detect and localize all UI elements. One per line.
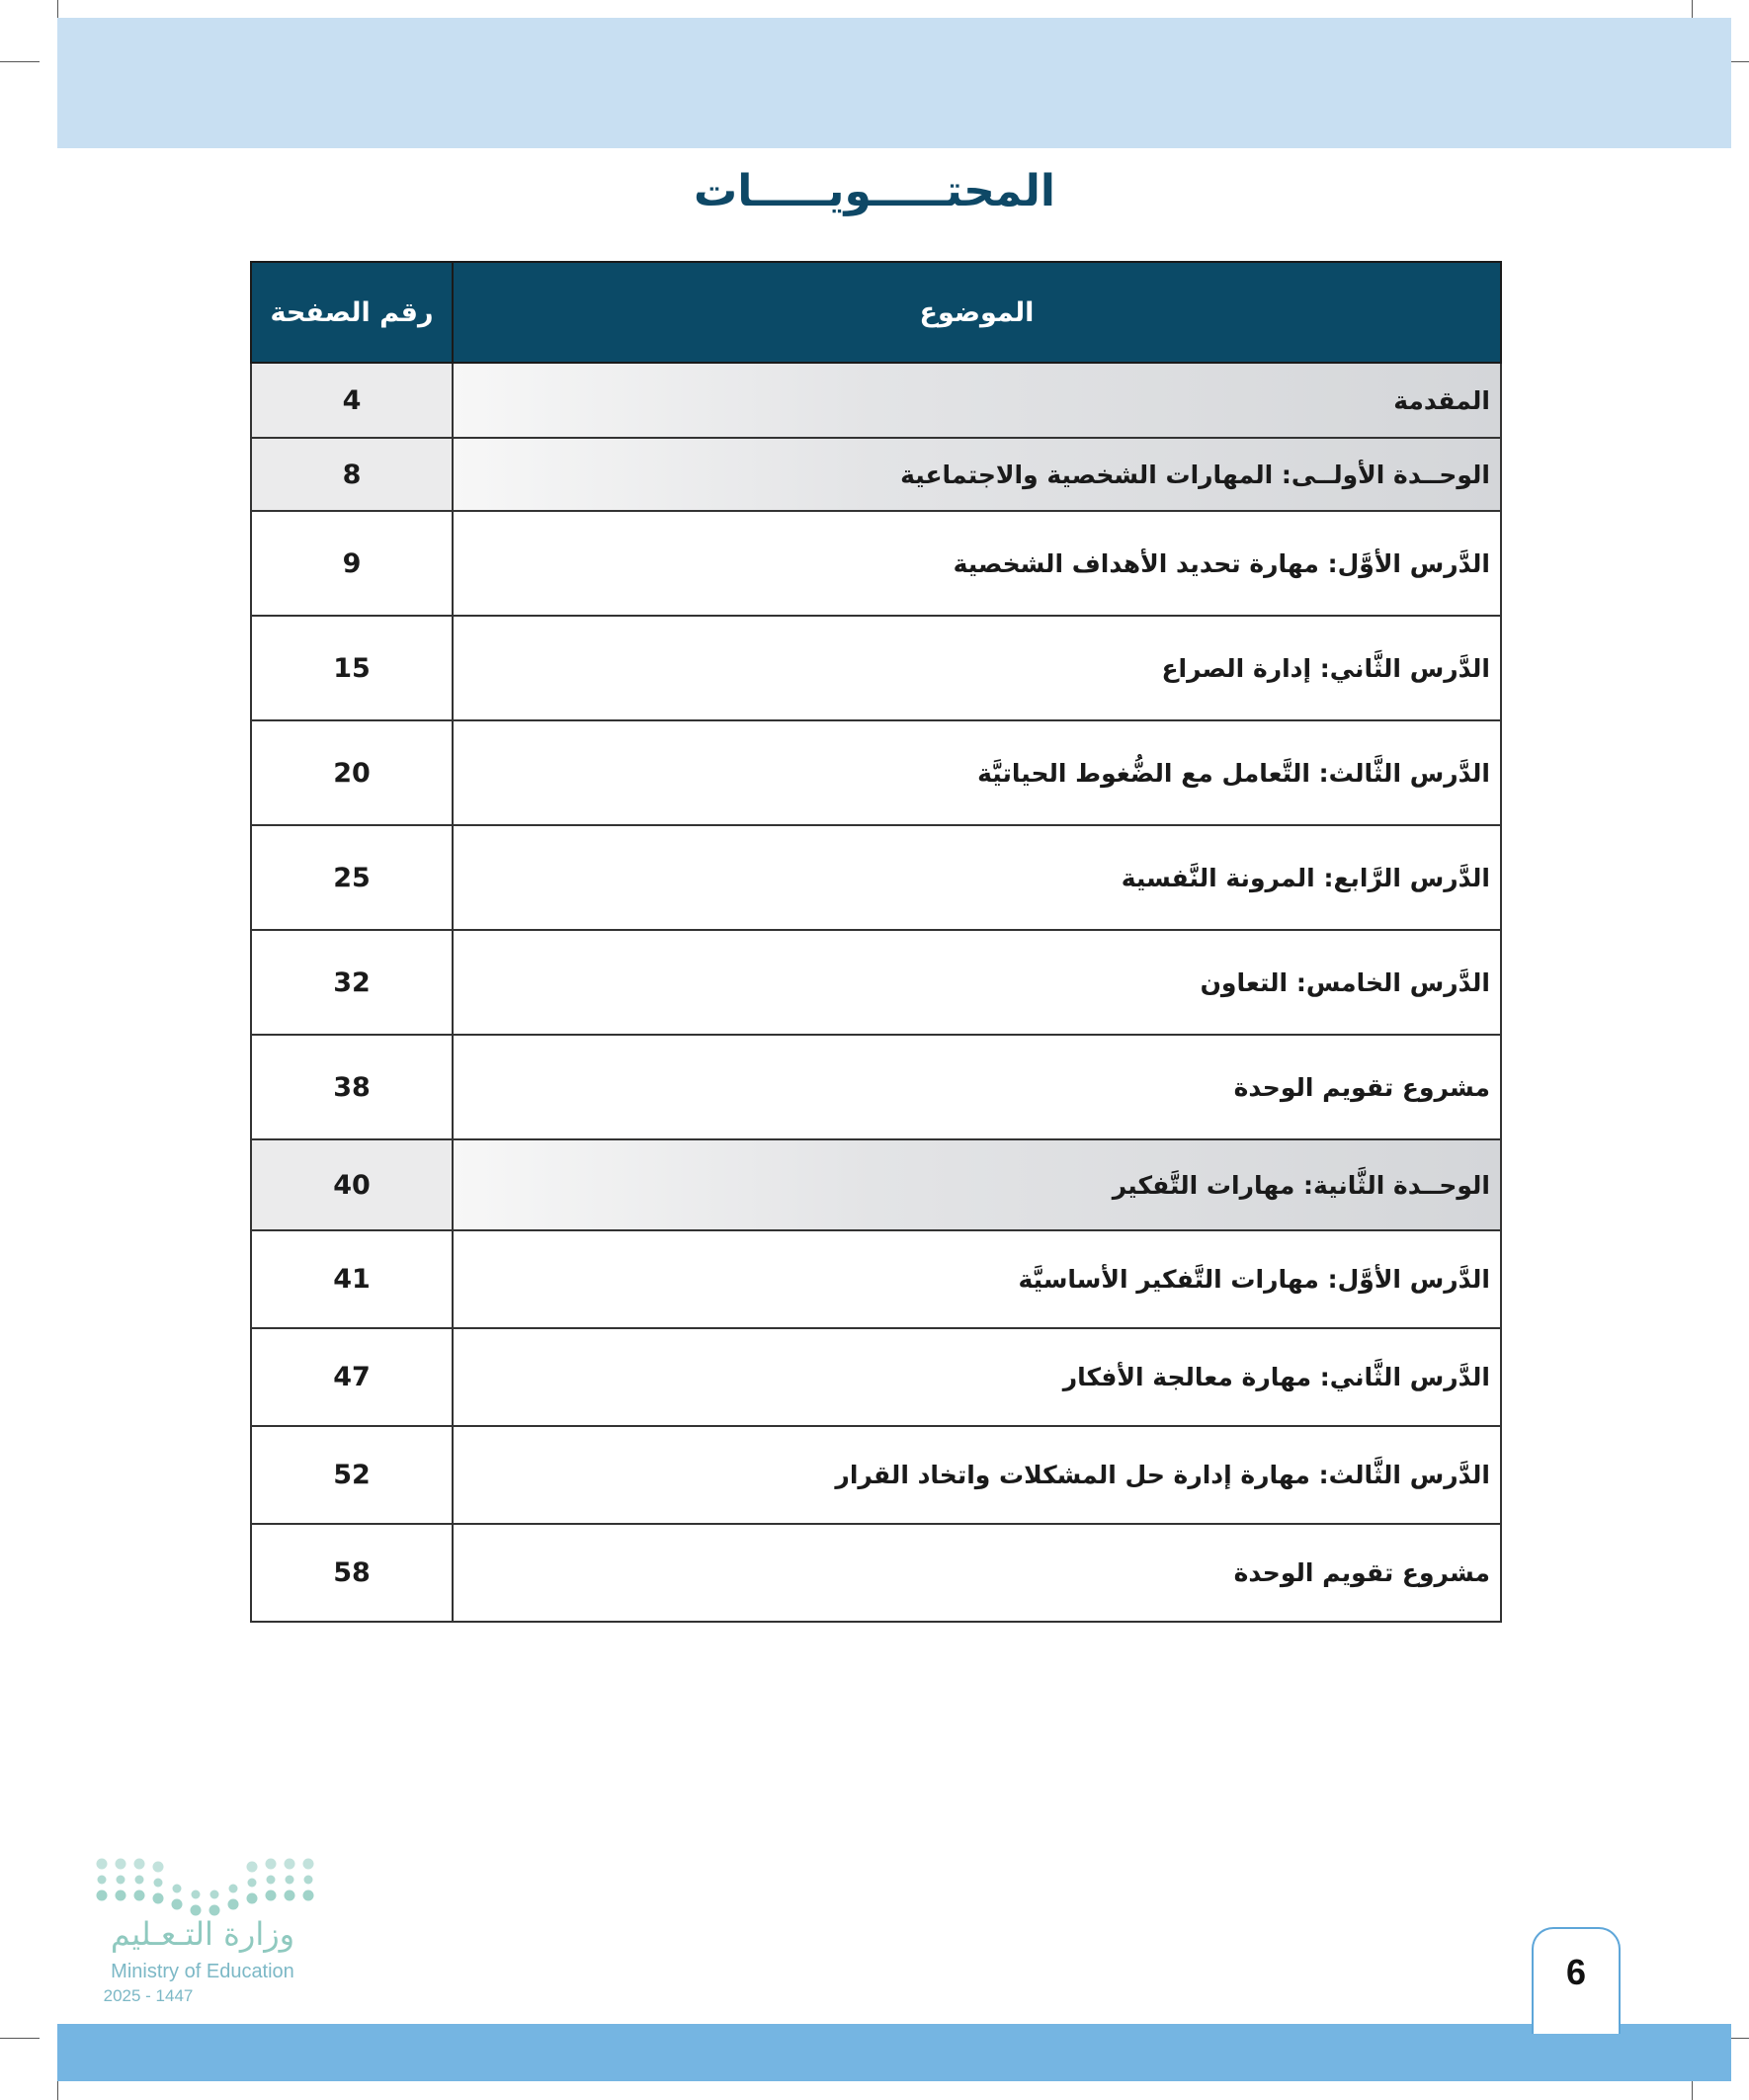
- row-page-number: 8: [251, 438, 453, 511]
- page-title: المحتـــــويـــــات: [693, 166, 1055, 216]
- logo-dot: [134, 1859, 145, 1870]
- logo-dot: [266, 1859, 277, 1870]
- table-row: [251, 616, 1501, 720]
- logo-dot: [192, 1890, 201, 1899]
- table-row: [251, 930, 1501, 1035]
- row-page-number: 15: [251, 616, 453, 720]
- row-topic: المقدمة: [453, 363, 1501, 438]
- logo-dot: [210, 1890, 219, 1899]
- row-page-number: 38: [251, 1035, 453, 1139]
- row-topic: الدَّرس الخامس: التعاون: [453, 930, 1501, 1035]
- ministry-name-arabic: وزارة التـعـليم: [110, 1915, 295, 1953]
- table-row: [251, 1524, 1501, 1622]
- logo-dot: [247, 1893, 258, 1904]
- crop-mark: [0, 2038, 40, 2039]
- row-topic: مشروع تقويم الوحدة: [453, 1524, 1501, 1622]
- row-topic: الدَّرس الأوَّل: مهارات التَّفكير الأساسيَّة: [453, 1230, 1501, 1328]
- header-page-number: رقم الصفحة: [251, 262, 453, 363]
- logo-dot: [228, 1899, 239, 1910]
- logo-dot: [134, 1890, 145, 1901]
- header-topic: الموضوع: [453, 262, 1501, 363]
- row-page-number: 25: [251, 825, 453, 930]
- unit-row: [251, 363, 1501, 438]
- unit-row: [251, 438, 1501, 511]
- row-topic: الدَّرس الثَّاني: مهارة معالجة الأفكار: [453, 1328, 1501, 1426]
- row-topic: الوحــدة الثَّانية: مهارات التَّفكير: [453, 1139, 1501, 1230]
- table-header-row: [251, 262, 1501, 363]
- logo-dot: [247, 1862, 258, 1873]
- logo-dot: [97, 1890, 108, 1901]
- logo-dot: [285, 1859, 295, 1870]
- logo-dot: [173, 1885, 182, 1893]
- logo-dot: [248, 1879, 257, 1888]
- logo-dot: [267, 1876, 276, 1885]
- logo-dot: [303, 1859, 314, 1870]
- row-topic: الدَّرس الأوَّل: مهارة تحديد الأهداف الشخصية: [453, 511, 1501, 616]
- header-band: [57, 18, 1731, 148]
- logo-dot: [304, 1876, 313, 1885]
- table-row: [251, 720, 1501, 825]
- logo-dot: [98, 1876, 107, 1885]
- logo-dot: [97, 1859, 108, 1870]
- logo-dot: [116, 1890, 126, 1901]
- logo-dot: [153, 1893, 164, 1904]
- row-page-number: 41: [251, 1230, 453, 1328]
- logo-dot: [153, 1862, 164, 1873]
- row-topic: الوحــدة الأولــى: المهارات الشخصية والاجتماعية: [453, 438, 1501, 511]
- table-row: [251, 1230, 1501, 1328]
- table-row: [251, 1328, 1501, 1426]
- logo-year: 2025 - 1447: [103, 1986, 194, 2005]
- row-topic: مشروع تقويم الوحدة: [453, 1035, 1501, 1139]
- logo-dot: [116, 1859, 126, 1870]
- contents-table-body: [251, 363, 1501, 1622]
- logo-dot: [286, 1876, 294, 1885]
- logo-dot: [135, 1876, 144, 1885]
- row-topic: الدَّرس الثَّالث: التَّعامل مع الضُّغوط الحياتيَّة: [453, 720, 1501, 825]
- contents-table: [250, 261, 1502, 1623]
- row-page-number: 32: [251, 930, 453, 1035]
- logo-dot: [191, 1905, 202, 1916]
- ministry-name-english: Ministry of Education: [111, 1961, 294, 1982]
- row-page-number: 9: [251, 511, 453, 616]
- row-page-number: 52: [251, 1426, 453, 1524]
- table-row: [251, 1035, 1501, 1139]
- table-row: [251, 825, 1501, 930]
- table-row: [251, 511, 1501, 616]
- row-topic: الدَّرس الثَّالث: مهارة إدارة حل المشكلات واتخاد القرار: [453, 1426, 1501, 1524]
- table-row: [251, 1426, 1501, 1524]
- row-page-number: 47: [251, 1328, 453, 1426]
- unit-row: [251, 1139, 1501, 1230]
- row-topic: الدَّرس الثَّاني: إدارة الصراع: [453, 616, 1501, 720]
- row-page-number: 58: [251, 1524, 453, 1622]
- logo-dot: [285, 1890, 295, 1901]
- row-topic: الدَّرس الرَّابع: المرونة النَّفسية: [453, 825, 1501, 930]
- logo-dot: [266, 1890, 277, 1901]
- logo-dot: [117, 1876, 125, 1885]
- row-page-number: 40: [251, 1139, 453, 1230]
- logo-dot: [303, 1890, 314, 1901]
- logo-dot: [209, 1905, 220, 1916]
- logo-dot: [154, 1879, 163, 1888]
- row-page-number: 4: [251, 363, 453, 438]
- page-number: 6: [1565, 1952, 1587, 1992]
- logo-dot: [229, 1885, 238, 1893]
- row-page-number: 20: [251, 720, 453, 825]
- logo-dot: [172, 1899, 183, 1910]
- footer-band: [57, 2024, 1731, 2081]
- crop-mark: [0, 61, 40, 62]
